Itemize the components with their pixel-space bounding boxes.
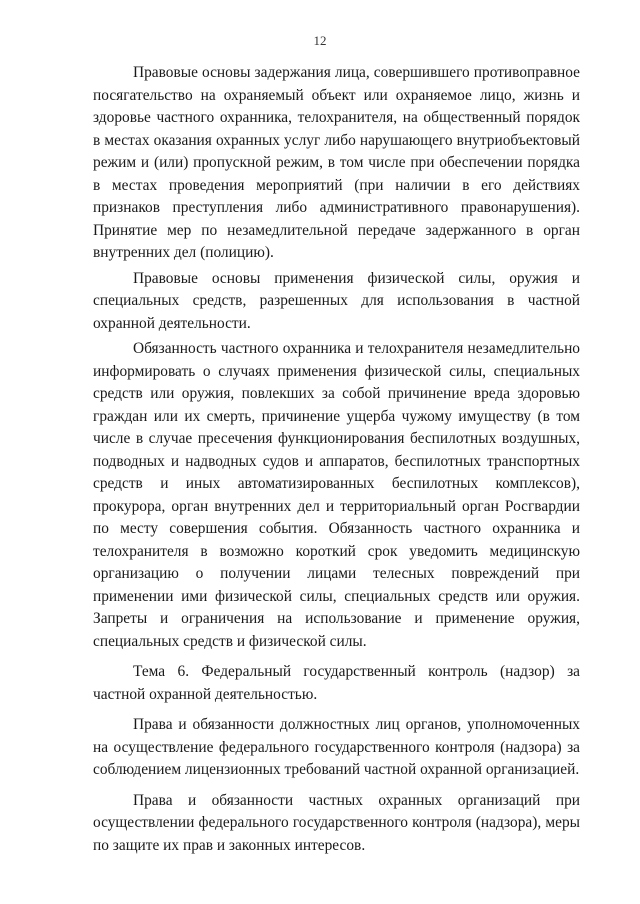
paragraph-force-weapons-grounds: Правовые основы применения физической силы, оружия и специальных средств, разрешенных для использования в частной охранной деятельности. (93, 269, 580, 332)
paragraph-organizations-rights: Права и обязанности частных охранных организаций при осуществлении федерального государственного контроля (надзора), меры по защите их прав и законных интересов. (93, 791, 580, 854)
paragraph-topic-6-heading: Тема 6. Федеральный государственный контроль (надзор) за частной охранной деятельностью. (93, 663, 580, 703)
page-number: 12 (313, 33, 327, 48)
paragraph-notification-duty: Обязанность частного охранника и телохранителя незамедлительно информировать о случаях применения физической силы, специальных средств или оружия, повлекших за собой причинение вреда здоровью граждан или их смерть, причинение ущерба чужому имуществу (в том числе в случае пресечения функционирования беспилотных воздушных, подводных и надводных судов и аппаратов, беспилотных транспортных средств и иных автоматизированных беспилотных комплексов), прокурора, орган внутренних дел и территориальный орган Росгвардии по месту совершения события. Обязанность частного охранника и телохранителя в возможно короткий срок уведомить медицинскую организацию о получении лицами телесных повреждений при применении ими физической силы, специальных средств или оружия. Запреты и ограничения на использование и применение оружия, специальных средств и физической силы. (93, 340, 580, 650)
document-body (93, 62, 580, 857)
paragraph-officials-rights: Права и обязанности должностных лиц органов, уполномоченных на осуществление федерального государственного контроля (надзора) за соблюдением лицензионных требований частной охранной организацией. (93, 716, 580, 778)
paragraph-detention-grounds: Правовые основы задержания лица, совершившего противоправное посягательство на охраняемый объект или охраняемое лицо, жизнь и здоровье частного охранника, телохранителя, на общественный порядок в местах оказания охранных услуг либо нарушающего внутриобъектовый режим и (или) пропускной режим, в том числе при обеспечении порядка в местах проведения мероприятий (при наличии в его действиях признаков преступления либо административного правонарушения). Принятие мер по незамедлительной передаче задержанного в орган внутренних дел (полицию). (93, 64, 580, 261)
